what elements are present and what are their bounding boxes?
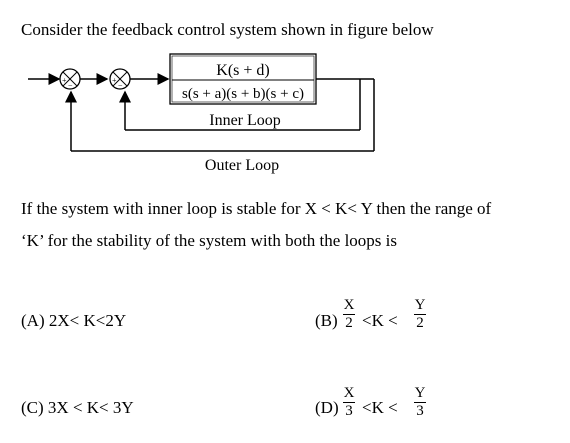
option-d-right-fraction [414,386,426,419]
option-c[interactable]: (C) 3X < K< 3Y [21,398,134,417]
option-b-right-num: Y [414,297,426,313]
inner-loop-label: Inner Loop [209,112,281,129]
block-diagram [0,0,570,200]
summing-junction-outer [60,69,80,90]
option-b-prefix: (B) [315,311,338,330]
svg-text:+: + [112,76,117,85]
option-b-mid: <K < [362,311,398,330]
option-d-left-num: X [343,385,355,401]
option-b-right-den: 2 [416,315,424,331]
block-denominator: s(s + a)(s + b)(s + c) [181,86,305,102]
block-numerator: K(s + d) [216,62,270,79]
question-text-line1: If the system with inner loop is stable for X < K< Y then the range of [21,199,492,218]
option-d-prefix: (D) [315,398,339,417]
option-d-right-num: Y [414,385,426,401]
svg-text:−: − [68,81,73,90]
outer-loop-label: Outer Loop [204,157,280,174]
svg-text:+: + [62,76,67,85]
option-d-mid: <K < [362,398,398,417]
option-d-left-den: 3 [345,403,353,419]
question-text-line2: ‘K’ for the stability of the system with both the loops is [21,231,398,250]
option-b-left-fraction [343,298,355,331]
svg-text:−: − [118,81,123,90]
option-b-right-fraction [414,298,426,331]
question-title: Consider the feedback control system shown in figure below [21,20,434,39]
option-d-left-fraction [343,386,355,419]
summing-junction-inner [110,69,130,90]
option-b-left-num: X [343,297,355,313]
option-a[interactable]: (A) 2X< K<2Y [21,311,127,330]
option-d-right-den: 3 [416,403,424,419]
option-b-left-den: 2 [345,315,353,331]
